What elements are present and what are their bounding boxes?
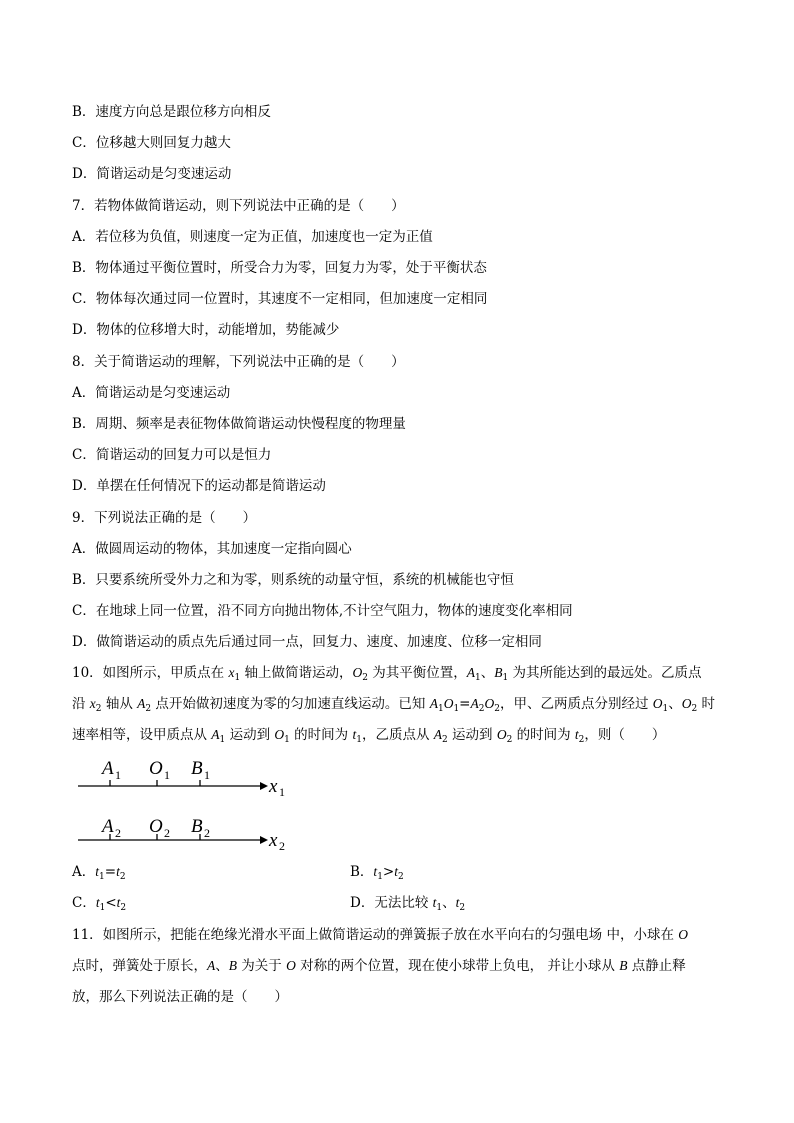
option-line: C．物体每次通过同一位置时，其速度不一定相同，但加速度一定相同	[72, 291, 488, 307]
axis-x1-label: x	[269, 776, 278, 797]
label-a1: A	[102, 758, 114, 779]
x2-arrowhead	[260, 836, 268, 844]
option-d: D．无法比较 $t_1$、$t_2$	[350, 895, 466, 913]
option-a: A．$t_1=t_2$	[72, 864, 126, 882]
option-line: A．做圆周运动的物体，其加速度一定指向圆心	[72, 541, 352, 557]
label-o1: O	[149, 758, 163, 779]
question-8: 8．关于简谐运动的理解，下列说法中正确的是（ ）	[72, 354, 405, 370]
label-b1-sub: 1	[204, 768, 210, 782]
question-11-line-2: 点时，弹簧处于原长，A、B 为关于 O 对称的两个位置，现在使小球带上负电， 并让小球从 B 点静止释	[72, 958, 686, 974]
label-o1-sub: 1	[164, 768, 170, 782]
label-b2-sub: 2	[204, 826, 210, 840]
question-11-line-3: 放，那么下列说法正确的是（ ）	[72, 989, 288, 1005]
option-line: B．只要系统所受外力之和为零，则系统的动量守恒，系统的机械能也守恒	[72, 572, 514, 588]
label-o2-sub: 2	[164, 826, 170, 840]
x1-arrowhead	[260, 782, 268, 790]
option-line: A．若位移为负值，则速度一定为正值，加速度也一定为正值	[72, 229, 433, 245]
question-10-line-2: 沿 $x_2$ 轴从 $A_2$ 点开始做初速度为零的匀加速直线运动。已知 $A_1O_1=A_2O_2$，甲、乙两质点分别经过 $O_1$、$O_2$ 时	[72, 696, 716, 714]
option-b: B．$t_1>t_2$	[350, 864, 404, 882]
option-c: C．$t_1<t_2$	[72, 895, 127, 913]
option-line: B．物体通过平衡位置时，所受合力为零，回复力为零，处于平衡状态	[72, 260, 487, 276]
label-o2: O	[149, 816, 163, 837]
label-a2: A	[102, 816, 114, 837]
label-a1-sub: 1	[115, 768, 121, 782]
question-9: 9．下列说法正确的是（ ）	[72, 510, 257, 526]
question-7: 7．若物体做简谐运动，则下列说法中正确的是（ ）	[72, 198, 405, 214]
question-10-line-3: 速率相等，设甲质点从 $A_1$ 运动到 $O_1$ 的时间为 $t_1$，乙质点从 $A_2$ 运动到 $O_2$ 的时间为 $t_2$，则（ ）	[72, 727, 666, 745]
axis-x2-label: x	[269, 830, 278, 851]
axis-figure	[72, 752, 302, 856]
option-line: D．物体的位移增大时，动能增加，势能减少	[72, 322, 340, 338]
option-line: D．简谐运动是匀变速运动	[72, 166, 232, 182]
label-b2: B	[191, 816, 203, 837]
label-a2-sub: 2	[115, 826, 121, 840]
axis-x1-sub: 1	[279, 785, 285, 799]
option-line: C．位移越大则回复力越大	[72, 135, 231, 151]
option-line: B．周期、频率是表征物体做简谐运动快慢程度的物理量	[72, 416, 406, 432]
label-b1: B	[191, 758, 203, 779]
option-line: C．简谐运动的回复力可以是恒力	[72, 447, 272, 463]
option-line: B．速度方向总是跟位移方向相反	[72, 104, 271, 120]
option-line: C．在地球上同一位置，沿不同方向抛出物体,不计空气阻力，物体的速度变化率相同	[72, 603, 573, 619]
axis-x2-sub: 2	[279, 839, 285, 853]
option-line: A．简谐运动是匀变速运动	[72, 385, 231, 401]
option-line: D．做简谐运动的质点先后通过同一点，回复力、速度、加速度、位移一定相同	[72, 634, 542, 650]
question-10-line-1: 10．如图所示，甲质点在 $x_1$ 轴上做简谐运动，$O_2$ 为其平衡位置，$A_1$、$B_1$ 为其所能达到的最远处。乙质点	[72, 665, 702, 683]
option-line: D．单摆在任何情况下的运动都是简谐运动	[72, 478, 326, 494]
question-11-line-1: 11．如图所示，把能在绝缘光滑水平面上做简谐运动的弹簧振子放在水平向右的匀强电场 中，小球在 O	[72, 927, 689, 943]
